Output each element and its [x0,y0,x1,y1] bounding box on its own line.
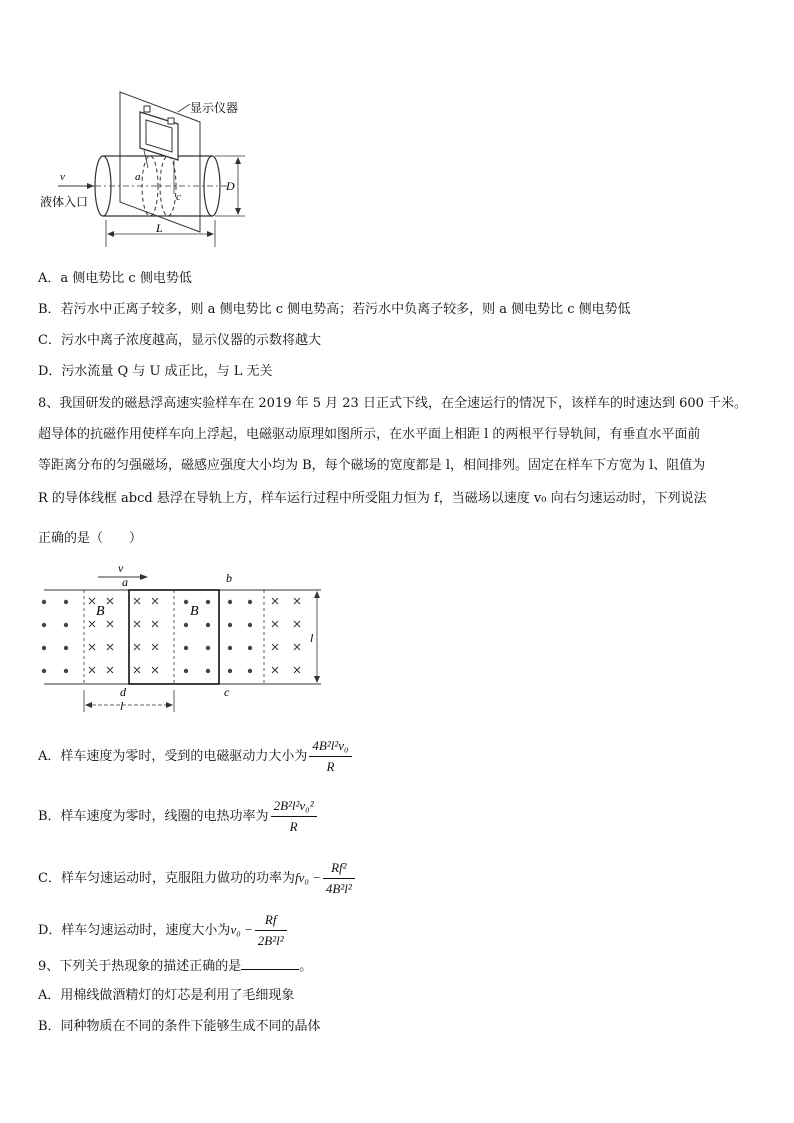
q9-option-a: A．用棉线做酒精灯的灯芯是利用了毛细现象 [38,988,295,1003]
corner-d-label: d [120,685,126,699]
field-B-label-2: B [190,604,199,619]
field-width-l-label: l [120,699,124,713]
option-d-fraction: $\frac{Rf}{\text{2B²l²}}$ [255,910,287,951]
velocity-v-label: v [118,561,124,575]
answer-blank [241,957,299,970]
q8-stem-line-5: 正确的是（ ） [38,531,143,546]
option-c-fraction: $\frac{\text{Rf²}}{\text{4B²l²}}$ [323,858,355,899]
corner-b-label: b [226,571,232,585]
q7-option-c: C．污水中离子浓度越高，显示仪器的示数将越大 [38,333,321,348]
q8-stem-line-3: 等距离分布的匀强磁场，磁感应强度大小均为 B，每个磁场的宽度都是 l，相间排列。固定在样车下方宽为 l、阻值为 [38,458,706,473]
q7-option-b: B．若污水中正离子较多，则 a 侧电势比 c 侧电势高；若污水中负离子较多，则 a 侧电势比 c 侧电势低 [38,302,631,317]
maglev-field-figure [36,560,336,720]
flowmeter-figure [40,82,270,254]
dimension-D-label: D [226,179,235,193]
corner-a-label: a [122,575,128,589]
electrode-c-label: c [176,191,181,203]
q8-stem-line-1: 8、我国研发的磁悬浮高速实验样车在 2019 年 5 月 23 日正式下线，在全速运行的情况下，该样车的时速达到 600 千米。 [38,396,748,411]
q8-stem-line-4: R 的导体线框 abcd 悬浮在导轨上方，样车运行过程中所受阻力恒为 f，当磁场以速度 v₀ 向右匀速运动时，下列说法 [38,491,707,506]
field-B-label-1: B [96,604,105,619]
width-l-label: l [310,631,314,645]
q8-option-a: A．样车速度为零时，受到的电磁驱动力大小为 $\frac{\text{4B²l²v₀}}{R}$ [38,736,352,777]
dimension-L-label: L [156,221,163,235]
q7-option-a: A．a 侧电势比 c 侧电势低 [38,271,192,286]
q8-option-c: C．样车匀速运动时，克服阻力做功的功率为fv₀ − $\frac{\text{Rf²}}{\text{4B²l²}}$ [38,858,355,899]
q9-option-b: B．同种物质在不同的条件下能够生成不同的晶体 [38,1019,321,1034]
q8-stem-line-2: 超导体的抗磁作用使样车向上浮起，电磁驱动原理如图所示，在水平面上相距 l 的两根平行导轨间，有垂直水平面前 [38,427,701,442]
display-instrument-box [140,106,178,160]
q8-option-d: D．样车匀速运动时，速度大小为v₀ − $\frac{Rf}{\text{2B²l²}}$ [38,910,287,951]
option-a-fraction: $\frac{\text{4B²l²v₀}}{R}$ [309,736,351,777]
q7-option-d: D．污水流量 Q 与 U 成正比，与 L 无关 [38,364,273,379]
inlet-label: 液体入口 [40,195,89,209]
display-label: 显示仪器 [190,101,239,115]
option-b-fraction: $\frac{\text{2B²l²v₀²}}{R}$ [271,796,317,837]
velocity-v-label: v [60,171,65,183]
q8-option-b: B．样车速度为零时，线圈的电热功率为 $\frac{\text{2B²l²v₀²}}{R}$ [38,796,317,837]
q9-stem: 9、下列关于热现象的描述正确的是 。 [38,959,313,974]
electrode-a-label: a [135,171,141,183]
corner-c-label: c [224,685,230,699]
